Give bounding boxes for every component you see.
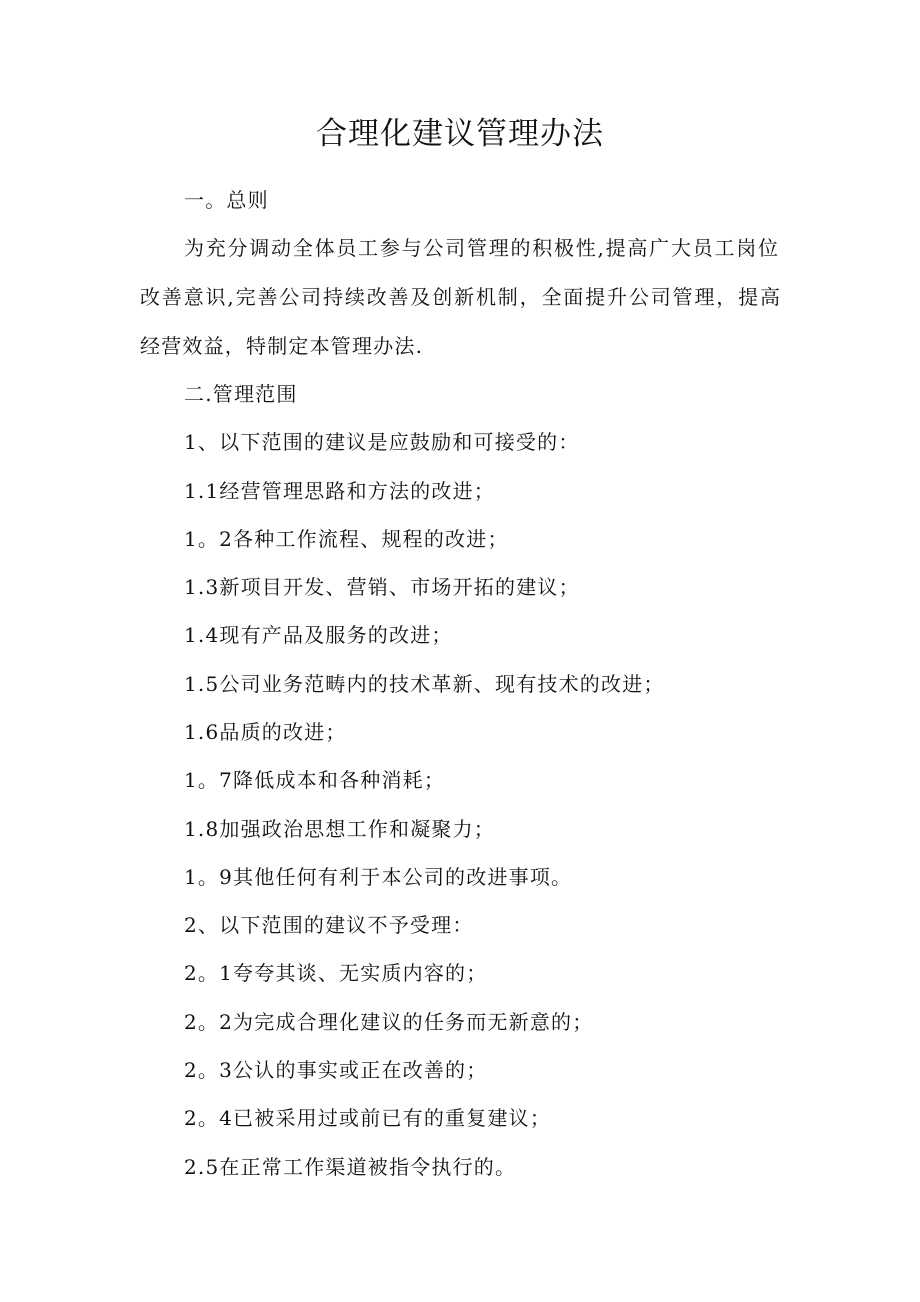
paragraph-line: 改善意识,完善公司持续改善及创新机制，全面提升公司管理，提高: [140, 285, 780, 309]
list-item: 1.1经营管理思路和方法的改进；: [184, 479, 496, 503]
list-item: 2。4已被采用过或前已有的重复建议；: [184, 1106, 552, 1130]
paragraph-line: 为充分调动全体员工参与公司管理的积极性,提高广大员工岗位: [184, 236, 778, 260]
list-item: 2、以下范围的建议不予受理：: [184, 913, 474, 937]
list-item: 2。3公认的事实或正在改善的；: [184, 1058, 488, 1082]
list-item: 1。9其他任何有利于本公司的改进事项。: [184, 865, 573, 889]
list-item: 1。7降低成本和各种消耗；: [184, 768, 446, 792]
section-heading-scope: 二.管理范围: [184, 382, 298, 406]
list-item: 1、以下范围的建议是应鼓励和可接受的：: [184, 430, 580, 454]
paragraph-line: 经营效益，特制定本管理办法.: [140, 334, 424, 358]
list-item: 2。2为完成合理化建议的任务而无新意的；: [184, 1010, 594, 1034]
list-item: 2.5在正常工作渠道被指令执行的。: [184, 1155, 517, 1179]
list-item: 1.4现有产品及服务的改进；: [184, 623, 453, 647]
section-heading-general: 一。总则: [184, 188, 269, 212]
list-item: 1.3新项目开发、营销、市场开拓的建议；: [184, 575, 580, 599]
list-item: 2。1夸夸其谈、无实质内容的；: [184, 961, 488, 985]
document-title: 合理化建议管理办法: [316, 116, 604, 152]
list-item: 1。2各种工作流程、规程的改进；: [184, 527, 509, 551]
list-item: 1.8加强政治思想工作和凝聚力；: [184, 817, 496, 841]
list-item: 1.6品质的改进；: [184, 720, 347, 744]
list-item: 1.5公司业务范畴内的技术革新、现有技术的改进；: [184, 672, 665, 696]
